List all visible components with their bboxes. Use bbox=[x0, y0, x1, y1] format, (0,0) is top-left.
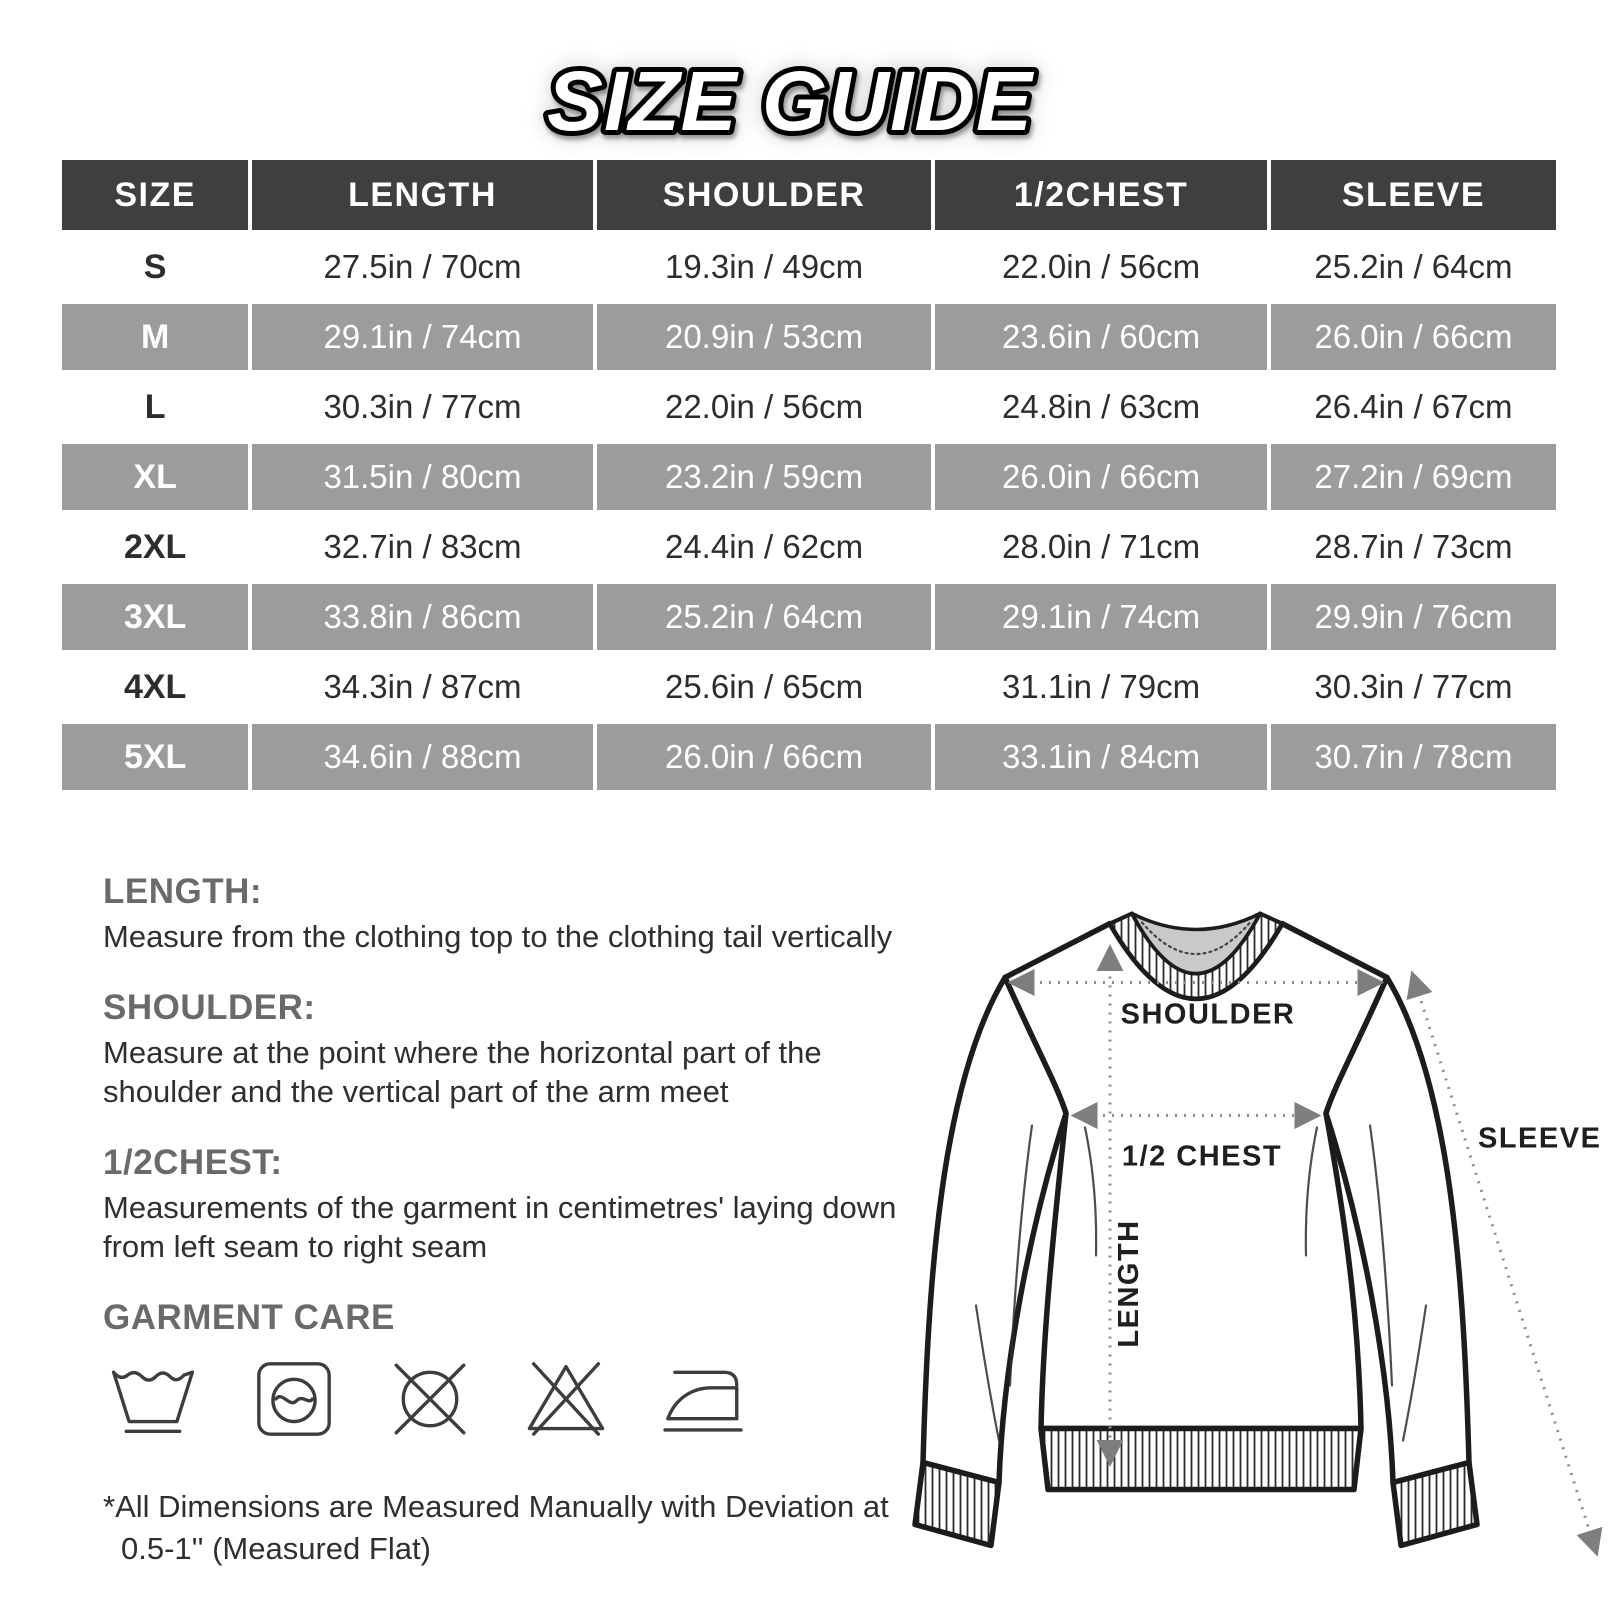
cell-size: 5XL bbox=[60, 722, 250, 792]
cell-length: 30.3in / 77cm bbox=[250, 372, 595, 442]
cell-size: L bbox=[60, 372, 250, 442]
shoulder-description: Measure at the point where the horizontal part of the shoulder and the vertical part of the arm meet bbox=[103, 1035, 822, 1109]
half-chest-diagram-label: 1/2 CHEST bbox=[1121, 1140, 1283, 1173]
cell-sleeve: 28.7in / 73cm bbox=[1269, 512, 1558, 582]
table-row bbox=[60, 232, 1558, 302]
cell-half-chest: 23.6in / 60cm bbox=[933, 302, 1269, 372]
cell-sleeve: 25.2in / 64cm bbox=[1269, 232, 1558, 302]
sleeve-diagram-label: SLEEVE bbox=[1478, 1122, 1602, 1155]
cell-size: 4XL bbox=[60, 652, 250, 722]
garment-care-icons bbox=[103, 1354, 923, 1444]
cell-half-chest: 31.1in / 79cm bbox=[933, 652, 1269, 722]
cell-half-chest: 28.0in / 71cm bbox=[933, 512, 1269, 582]
length-description: Measure from the clothing top to the clothing tail vertically bbox=[103, 919, 893, 954]
cell-size: S bbox=[60, 232, 250, 302]
cell-sleeve: 30.3in / 77cm bbox=[1269, 652, 1558, 722]
half-chest-term: 1/2CHEST: bbox=[103, 1143, 283, 1183]
cell-sleeve: 27.2in / 69cm bbox=[1269, 442, 1558, 512]
cell-half-chest: 22.0in / 56cm bbox=[933, 232, 1269, 302]
cell-size: 2XL bbox=[60, 512, 250, 582]
cell-shoulder: 23.2in / 59cm bbox=[595, 442, 934, 512]
size-table bbox=[58, 156, 1560, 794]
do-not-bleach-icon bbox=[521, 1354, 611, 1444]
cell-shoulder: 24.4in / 62cm bbox=[595, 512, 934, 582]
cell-shoulder: 25.2in / 64cm bbox=[595, 582, 934, 652]
table-row bbox=[60, 442, 1558, 512]
column-header-shoulder: SHOULDER bbox=[595, 158, 934, 232]
cell-shoulder: 19.3in / 49cm bbox=[595, 232, 934, 302]
cell-length: 29.1in / 74cm bbox=[250, 302, 595, 372]
column-header-size: SIZE bbox=[60, 158, 250, 232]
cell-half-chest: 29.1in / 74cm bbox=[933, 582, 1269, 652]
cell-shoulder: 22.0in / 56cm bbox=[595, 372, 934, 442]
table-row bbox=[60, 302, 1558, 372]
cell-length: 34.3in / 87cm bbox=[250, 652, 595, 722]
cell-sleeve: 30.7in / 78cm bbox=[1269, 722, 1558, 792]
cell-size: XL bbox=[60, 442, 250, 512]
deviation-footnote: *All Dimensions are Measured Manually with Deviation at 0.5-1'' (Measured Flat) bbox=[103, 1489, 889, 1567]
iron-icon bbox=[657, 1354, 749, 1444]
cell-shoulder: 20.9in / 53cm bbox=[595, 302, 934, 372]
cell-shoulder: 26.0in / 66cm bbox=[595, 722, 934, 792]
table-row bbox=[60, 582, 1558, 652]
cell-length: 32.7in / 83cm bbox=[250, 512, 595, 582]
column-header-sleeve: SLEEVE bbox=[1269, 158, 1558, 232]
garment-care-heading: GARMENT CARE bbox=[103, 1298, 395, 1338]
cell-length: 33.8in / 86cm bbox=[250, 582, 595, 652]
table-row bbox=[60, 372, 1558, 442]
sweatshirt-diagram bbox=[880, 858, 1620, 1613]
shoulder-diagram-label: SHOULDER bbox=[1120, 998, 1296, 1031]
measurement-definitions bbox=[103, 872, 923, 1570]
shoulder-term: SHOULDER: bbox=[103, 988, 316, 1028]
cell-half-chest: 33.1in / 84cm bbox=[933, 722, 1269, 792]
half-chest-description: Measurements of the garment in centimetres' laying down from left seam to right seam bbox=[103, 1190, 897, 1264]
table-header-row bbox=[60, 158, 1558, 232]
cell-size: 3XL bbox=[60, 582, 250, 652]
page-title-text: SIZE GUIDE bbox=[546, 54, 1034, 148]
cell-half-chest: 24.8in / 63cm bbox=[933, 372, 1269, 442]
length-diagram-label: LENGTH bbox=[1113, 1219, 1145, 1348]
cell-shoulder: 25.6in / 65cm bbox=[595, 652, 934, 722]
cell-sleeve: 26.4in / 67cm bbox=[1269, 372, 1558, 442]
cell-length: 34.6in / 88cm bbox=[250, 722, 595, 792]
cell-sleeve: 29.9in / 76cm bbox=[1269, 582, 1558, 652]
column-header-half-chest: 1/2CHEST bbox=[933, 158, 1269, 232]
do-not-dry-clean-icon bbox=[385, 1354, 475, 1444]
length-term: LENGTH: bbox=[103, 872, 263, 911]
table-row bbox=[60, 512, 1558, 582]
machine-wash-icon bbox=[249, 1354, 339, 1444]
table-row bbox=[60, 652, 1558, 722]
cell-length: 27.5in / 70cm bbox=[250, 232, 595, 302]
wash-gentle-icon bbox=[103, 1354, 203, 1444]
table-row bbox=[60, 722, 1558, 792]
cell-sleeve: 26.0in / 66cm bbox=[1269, 302, 1558, 372]
page-title bbox=[0, 34, 1620, 166]
cell-half-chest: 26.0in / 66cm bbox=[933, 442, 1269, 512]
column-header-length: LENGTH bbox=[250, 158, 595, 232]
cell-size: M bbox=[60, 302, 250, 372]
cell-length: 31.5in / 80cm bbox=[250, 442, 595, 512]
